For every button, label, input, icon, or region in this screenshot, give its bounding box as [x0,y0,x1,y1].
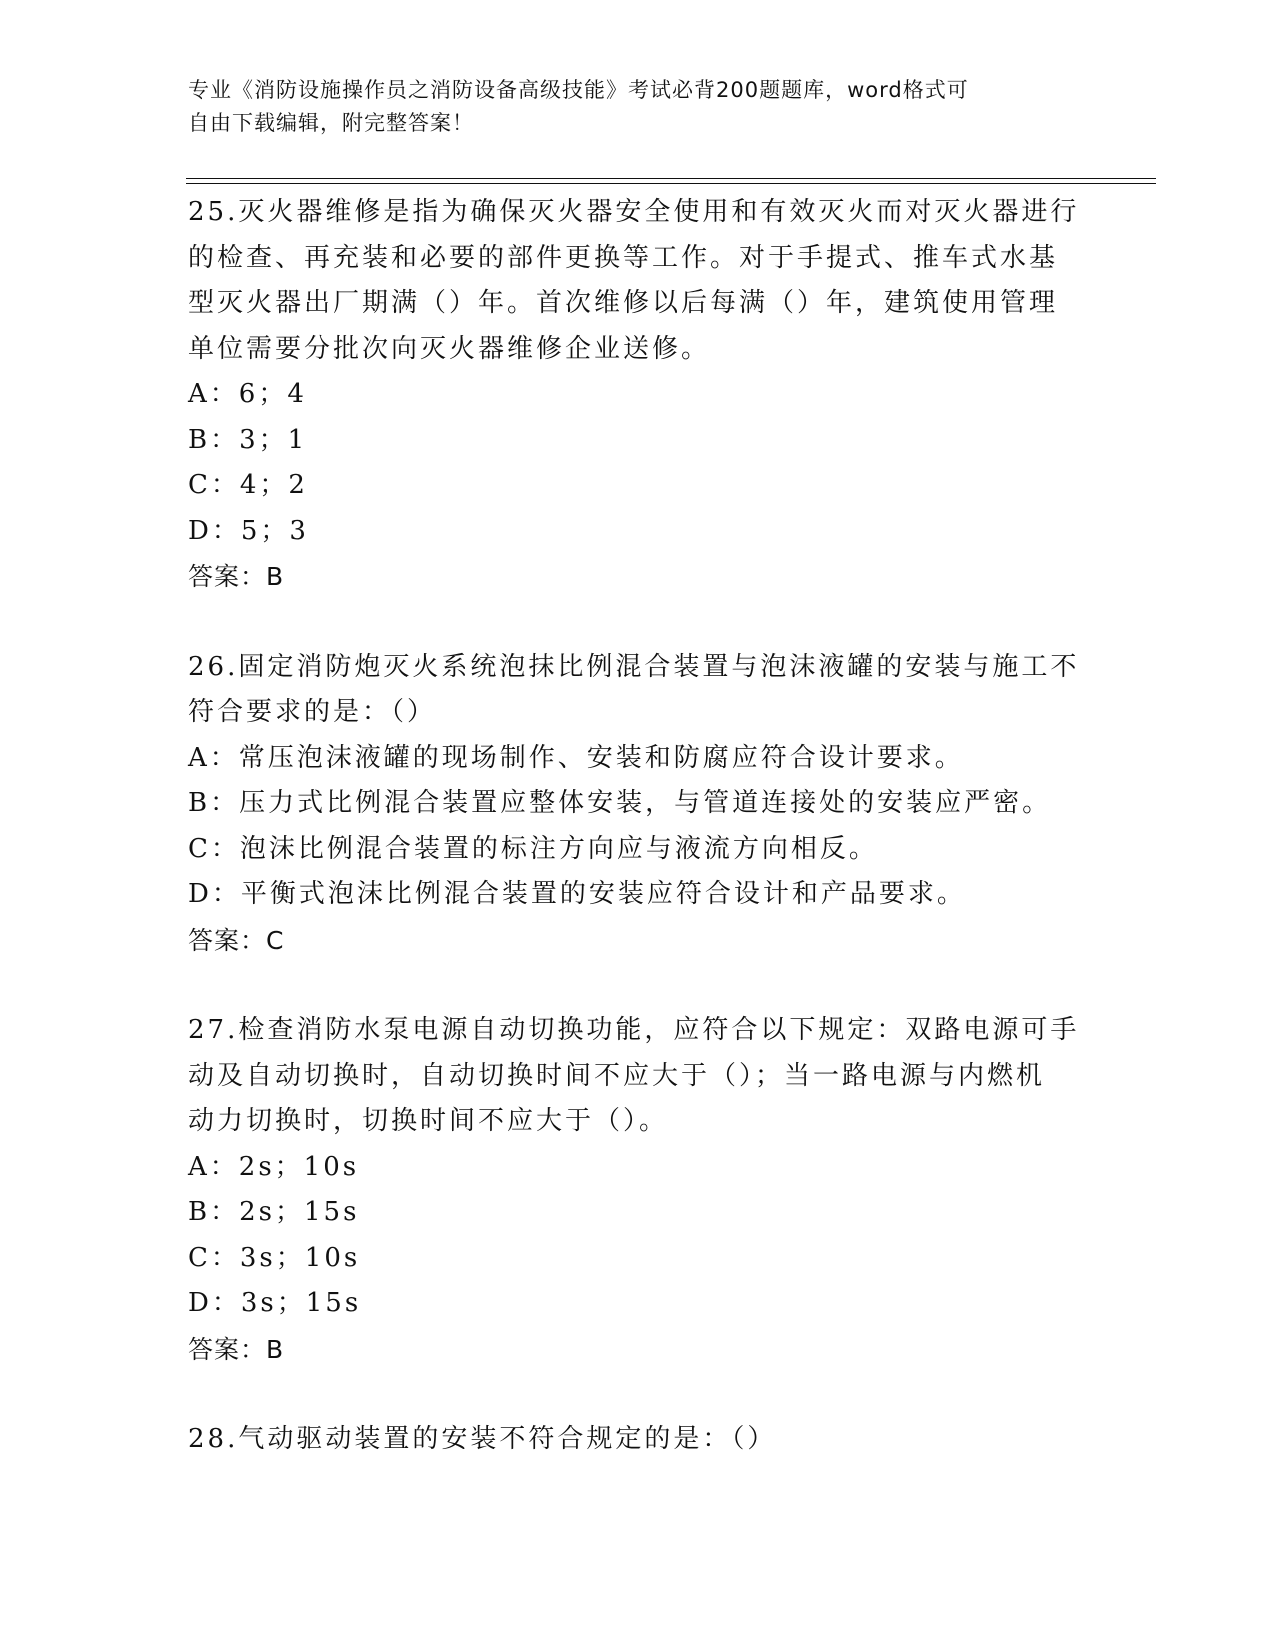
question-text-line: 25.灭火器维修是指为确保灭火器安全使用和有效灭火而对灭火器进行 [188,197,1080,227]
header-line-1: 专业《消防设施操作员之消防设备高级技能》考试必背200题题库，word格式可 [188,78,969,102]
question-26 [188,645,1088,964]
question-text-line: 单位需要分批次向灭火器维修企业送修。 [188,333,711,364]
option-c: C：泡沫比例混合装置的标注方向应与液流方向相反。 [188,833,878,864]
option-a: A：6；4 [188,379,307,409]
question-list [188,190,1088,1463]
answer-label: 答案：C [188,925,285,955]
option-b: B：压力式比例混合装置应整体安装，与管道连接处的安装应严密。 [188,788,1052,818]
option-b: B：2s；15s [188,1197,360,1227]
question-text-line: 27.检查消防水泵电源自动切换功能，应符合以下规定：双路电源可手 [188,1015,1080,1045]
option-d: D：3s；15s [188,1288,362,1318]
option-d: D：5；3 [188,515,309,546]
answer-label: 答案：B [188,1334,285,1364]
question-25 [188,190,1088,600]
option-d: D：平衡式泡沫比例混合装置的安装应符合设计和产品要求。 [188,879,966,909]
question-text-line: 符合要求的是：（） [188,697,437,727]
question-27 [188,1008,1088,1372]
option-b: B：3；1 [188,424,308,455]
question-spacer [188,963,1088,1008]
option-a: A：2s；10s [188,1151,360,1182]
header-divider-top [186,178,1156,179]
document-header [188,74,1088,140]
option-a: A：常压泡沫液罐的现场制作、安装和防腐应符合设计要求。 [188,742,964,773]
question-28 [188,1417,1088,1463]
question-spacer [188,1372,1088,1417]
question-text-line: 动力切换时，切换时间不应大于（）。 [188,1106,669,1136]
question-text-line: 28.气动驱动装置的安装不符合规定的是：（） [188,1424,777,1454]
header-divider-bottom [186,183,1156,184]
question-text-line: 动及自动切换时，自动切换时间不应大于（）；当一路电源与内燃机 [188,1060,1046,1091]
header-line-2: 自由下载编辑，附完整答案！ [188,111,474,135]
question-text-line: 的检查、再充装和必要的部件更换等工作。对于手提式、推车式水基 [188,242,1059,273]
question-text-line: 型灭火器出厂期满（）年。首次维修以后每满（）年，建筑使用管理 [188,288,1059,318]
answer-label: 答案：B [188,562,285,591]
option-c: C：3s；10s [188,1242,361,1273]
option-c: C：4；2 [188,470,308,500]
question-text-line: 26.固定消防炮灭火系统泡抹比例混合装置与泡沫液罐的安装与施工不 [188,651,1080,682]
question-spacer [188,600,1088,645]
